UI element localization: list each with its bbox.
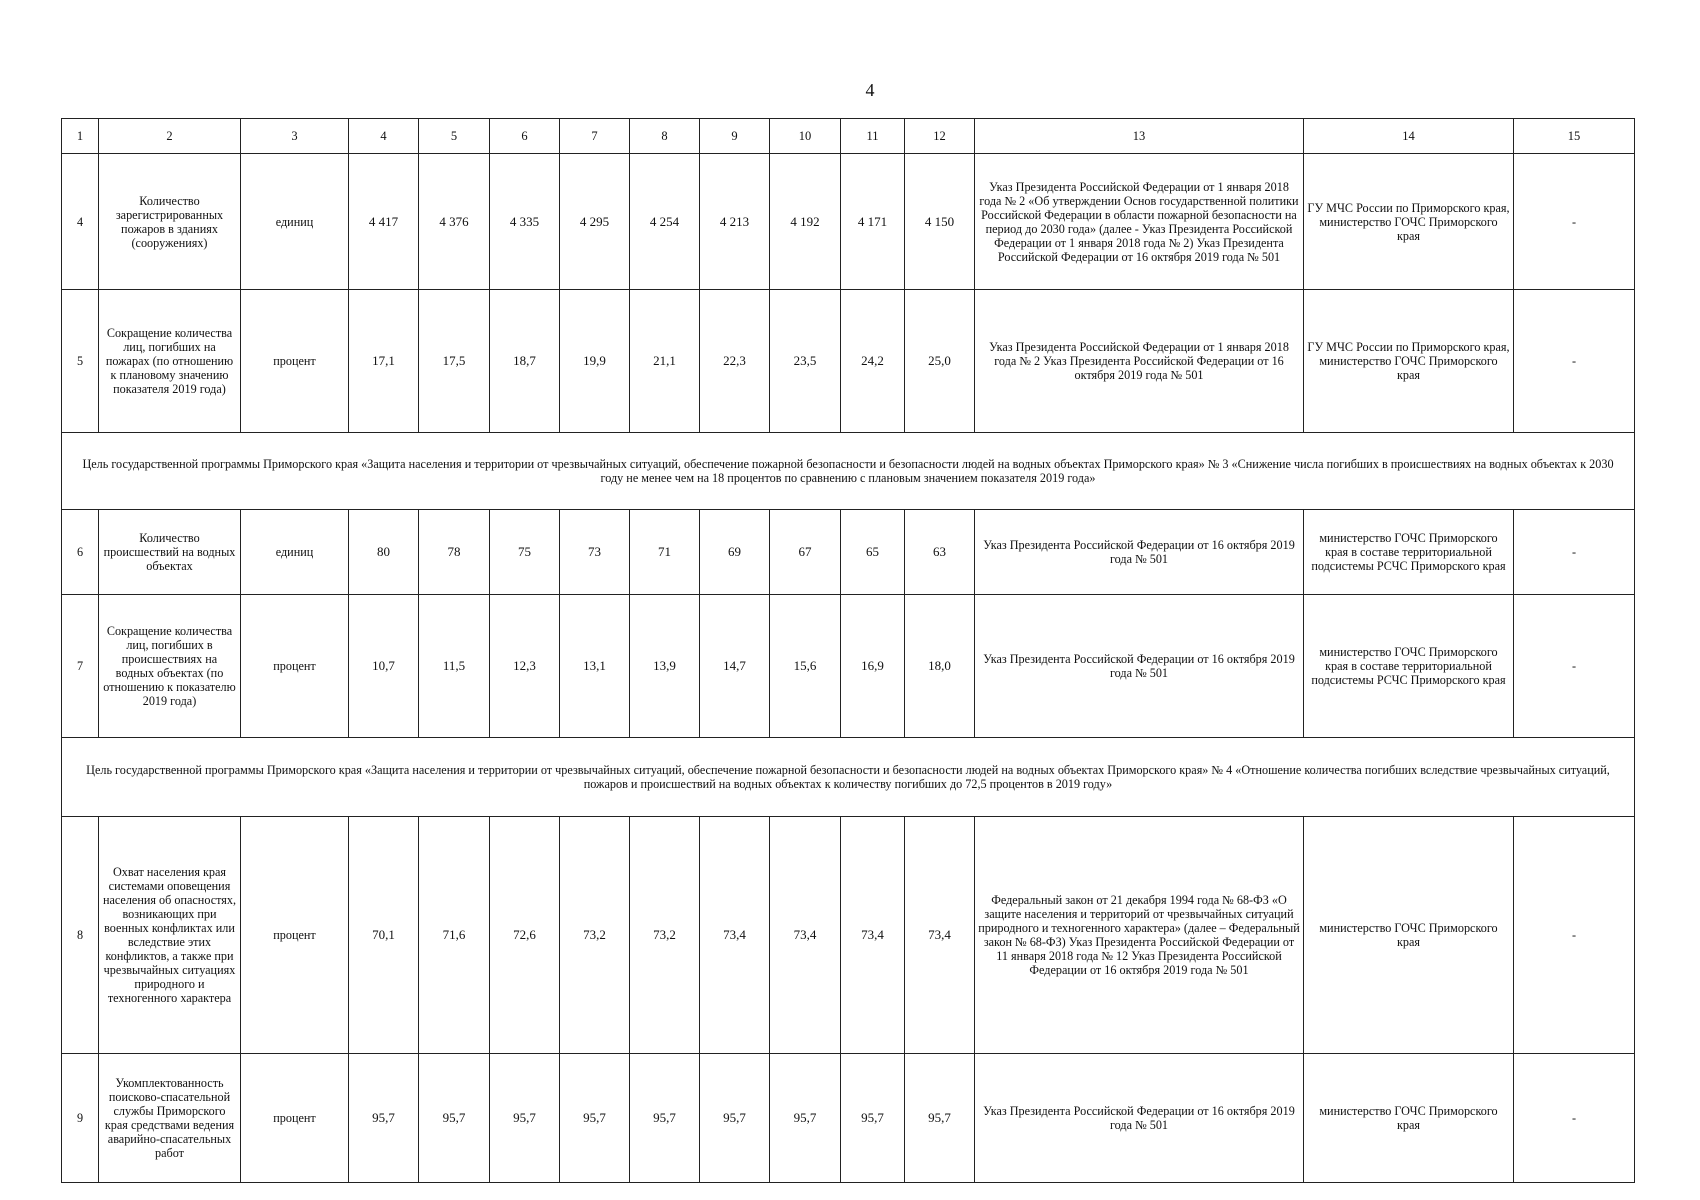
- legal-basis: Федеральный закон от 21 декабря 1994 года № 68-ФЗ «О защите населения и территорий от чрезвычайных ситуаций природного и техногенного характера» (далее – Федеральный закон № 68-ФЗ) Указ Президента Российской Федерации от 11 января 2018 года № 12 Указ Президента Российской Федерации от 16 октября 2019 года № 501: [975, 817, 1304, 1054]
- value-2023: 17,5: [419, 290, 490, 433]
- column-header: 15: [1514, 119, 1635, 154]
- row-number: 9: [62, 1054, 99, 1183]
- value-2025: 4 295: [560, 154, 630, 290]
- value-2030: 25,0: [905, 290, 975, 433]
- column-header: 2: [99, 119, 241, 154]
- row-number: 7: [62, 595, 99, 738]
- table-row: [62, 154, 1635, 290]
- value-2025: 95,7: [560, 1054, 630, 1183]
- value-2022: 80: [349, 510, 419, 595]
- unit: процент: [241, 817, 349, 1054]
- value-2027: 14,7: [700, 595, 770, 738]
- value-2023: 4 376: [419, 154, 490, 290]
- column-header: 8: [630, 119, 700, 154]
- goal-row: [62, 433, 1635, 510]
- value-2022: 70,1: [349, 817, 419, 1054]
- table-row: [62, 510, 1635, 595]
- table-row: [62, 595, 1635, 738]
- value-2027: 4 213: [700, 154, 770, 290]
- legal-basis: Указ Президента Российской Федерации от 16 октября 2019 года № 501: [975, 1054, 1304, 1183]
- column-header: 4: [349, 119, 419, 154]
- unit: процент: [241, 595, 349, 738]
- column-header: 3: [241, 119, 349, 154]
- column-header: 7: [560, 119, 630, 154]
- value-2030: 95,7: [905, 1054, 975, 1183]
- responsible: министерство ГОЧС Приморского края: [1304, 817, 1514, 1054]
- legal-basis: Указ Президента Российской Федерации от 16 октября 2019 года № 501: [975, 595, 1304, 738]
- note: -: [1514, 817, 1635, 1054]
- responsible: министерство ГОЧС Приморского края в составе территориальной подсистемы РСЧС Приморского края: [1304, 510, 1514, 595]
- indicator-name: Сокращение количества лиц, погибших в происшествиях на водных объектах (по отношению к показателю 2019 года): [99, 595, 241, 738]
- value-2030: 73,4: [905, 817, 975, 1054]
- value-2023: 71,6: [419, 817, 490, 1054]
- value-2028: 73,4: [770, 817, 841, 1054]
- indicator-name: Укомплектованность поисково-спасательной службы Приморского края средствами ведения аварийно-спасательных работ: [99, 1054, 241, 1183]
- note: -: [1514, 595, 1635, 738]
- indicator-name: Охват населения края системами оповещения населения об опасностях, возникающих при военных конфликтах или вследствие этих конфликтов, а также при чрезвычайных ситуациях природного и техногенного характера: [99, 817, 241, 1054]
- unit: единиц: [241, 154, 349, 290]
- column-header: 1: [62, 119, 99, 154]
- row-number: 5: [62, 290, 99, 433]
- value-2025: 13,1: [560, 595, 630, 738]
- value-2028: 67: [770, 510, 841, 595]
- legal-basis: Указ Президента Российской Федерации от 1 января 2018 года № 2 «Об утверждении Основ государственной политики Российской Федерации в области пожарной безопасности на период до 2030 года» (далее - Указ Президента Российской Федерации от 1 января 2018 года № 2) Указ Президента Российской Федерации от 16 октября 2019 года № 501: [975, 154, 1304, 290]
- value-2029: 24,2: [841, 290, 905, 433]
- responsible: ГУ МЧС России по Приморского края, министерство ГОЧС Приморского края: [1304, 290, 1514, 433]
- column-header: 12: [905, 119, 975, 154]
- value-2023: 95,7: [419, 1054, 490, 1183]
- table-row: [62, 817, 1635, 1054]
- value-2027: 22,3: [700, 290, 770, 433]
- value-2028: 95,7: [770, 1054, 841, 1183]
- header-row: [62, 119, 1635, 154]
- goal-text: Цель государственной программы Приморского края «Защита населения и территории от чрезвычайных ситуаций, обеспечение пожарной безопасности и безопасности людей на водных объектах Приморского края» № 4 «Отношение количества погибших вследствие чрезвычайных ситуаций, пожаров и происшествий на водных объектах к количеству погибших до 72,5 процентов в 2019 году»: [62, 738, 1635, 817]
- column-header: 9: [700, 119, 770, 154]
- value-2029: 73,4: [841, 817, 905, 1054]
- goal-row: [62, 738, 1635, 817]
- responsible: министерство ГОЧС Приморского края: [1304, 1054, 1514, 1183]
- value-2024: 95,7: [490, 1054, 560, 1183]
- note: -: [1514, 290, 1635, 433]
- value-2026: 73,2: [630, 817, 700, 1054]
- responsible: министерство ГОЧС Приморского края в составе территориальной подсистемы РСЧС Приморского края: [1304, 595, 1514, 738]
- unit: процент: [241, 1054, 349, 1183]
- value-2028: 23,5: [770, 290, 841, 433]
- column-header: 5: [419, 119, 490, 154]
- indicator-name: Количество происшествий на водных объектах: [99, 510, 241, 595]
- value-2027: 73,4: [700, 817, 770, 1054]
- value-2030: 4 150: [905, 154, 975, 290]
- column-header: 10: [770, 119, 841, 154]
- responsible: ГУ МЧС России по Приморского края, министерство ГОЧС Приморского края: [1304, 154, 1514, 290]
- value-2028: 15,6: [770, 595, 841, 738]
- value-2022: 95,7: [349, 1054, 419, 1183]
- unit: единиц: [241, 510, 349, 595]
- legal-basis: Указ Президента Российской Федерации от 16 октября 2019 года № 501: [975, 510, 1304, 595]
- value-2024: 18,7: [490, 290, 560, 433]
- row-number: 6: [62, 510, 99, 595]
- value-2022: 10,7: [349, 595, 419, 738]
- legal-basis: Указ Президента Российской Федерации от 1 января 2018 года № 2 Указ Президента Российской Федерации от 16 октября 2019 года № 501: [975, 290, 1304, 433]
- value-2025: 73,2: [560, 817, 630, 1054]
- value-2026: 71: [630, 510, 700, 595]
- note: -: [1514, 510, 1635, 595]
- table-row: [62, 290, 1635, 433]
- column-header: 14: [1304, 119, 1514, 154]
- value-2030: 63: [905, 510, 975, 595]
- value-2023: 11,5: [419, 595, 490, 738]
- column-header: 6: [490, 119, 560, 154]
- value-2025: 19,9: [560, 290, 630, 433]
- value-2024: 75: [490, 510, 560, 595]
- value-2026: 13,9: [630, 595, 700, 738]
- value-2029: 65: [841, 510, 905, 595]
- value-2022: 4 417: [349, 154, 419, 290]
- page-number: 4: [865, 80, 875, 100]
- note: -: [1514, 1054, 1635, 1183]
- indicator-name: Количество зарегистрированных пожаров в зданиях (сооружениях): [99, 154, 241, 290]
- value-2023: 78: [419, 510, 490, 595]
- value-2025: 73: [560, 510, 630, 595]
- unit: процент: [241, 290, 349, 433]
- value-2024: 12,3: [490, 595, 560, 738]
- value-2026: 21,1: [630, 290, 700, 433]
- goal-text: Цель государственной программы Приморского края «Защита населения и территории от чрезвычайных ситуаций, обеспечение пожарной безопасности и безопасности людей на водных объектах Приморского края» № 3 «Снижение числа погибших в происшествиях на водных объектах к 2030 году не менее чем на 18 процентов по сравнению с плановым значением показателя 2019 года»: [62, 433, 1635, 510]
- row-number: 4: [62, 154, 99, 290]
- value-2030: 18,0: [905, 595, 975, 738]
- value-2029: 16,9: [841, 595, 905, 738]
- indicators-table: [61, 118, 1635, 1183]
- value-2029: 95,7: [841, 1054, 905, 1183]
- value-2028: 4 192: [770, 154, 841, 290]
- value-2026: 4 254: [630, 154, 700, 290]
- value-2027: 95,7: [700, 1054, 770, 1183]
- value-2026: 95,7: [630, 1054, 700, 1183]
- value-2024: 72,6: [490, 817, 560, 1054]
- column-header: 13: [975, 119, 1304, 154]
- column-header: 11: [841, 119, 905, 154]
- value-2029: 4 171: [841, 154, 905, 290]
- value-2024: 4 335: [490, 154, 560, 290]
- value-2027: 69: [700, 510, 770, 595]
- indicator-name: Сокращение количества лиц, погибших на пожарах (по отношению к плановому значению показателя 2019 года): [99, 290, 241, 433]
- table-row: [62, 1054, 1635, 1183]
- row-number: 8: [62, 817, 99, 1054]
- note: -: [1514, 154, 1635, 290]
- value-2022: 17,1: [349, 290, 419, 433]
